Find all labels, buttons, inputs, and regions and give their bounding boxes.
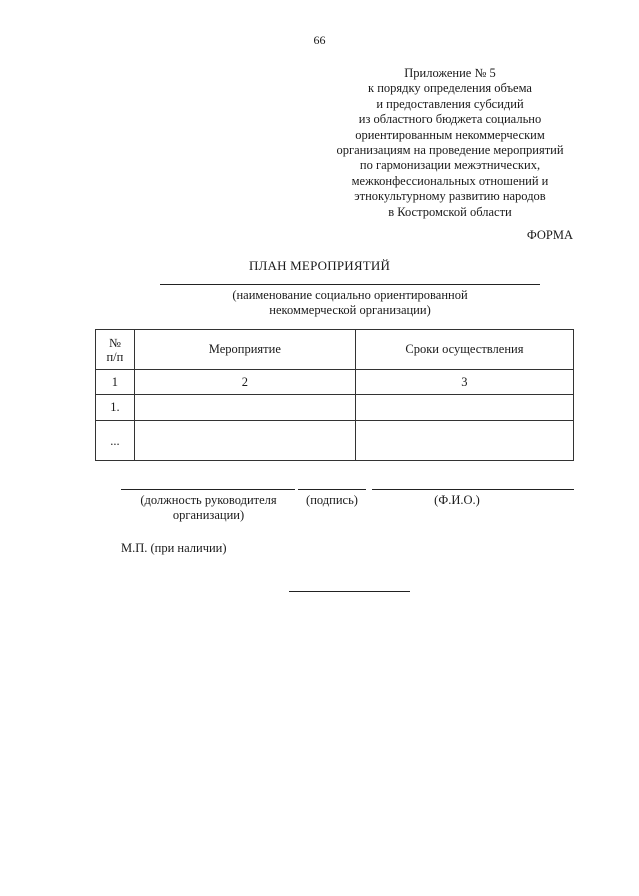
position-caption (121, 493, 296, 523)
row-event-cell (134, 421, 355, 461)
appendix-line: межконфессиональных отношений и (351, 173, 549, 188)
appendix-line: ориентированным некоммерческим (355, 127, 545, 142)
org-caption-line: (наименование социально ориентированной (232, 288, 468, 302)
sign-signature-line (298, 489, 366, 490)
header-number-cell (96, 330, 135, 370)
end-rule (289, 591, 410, 592)
position-caption-line: (должность руководителя (140, 493, 277, 507)
position-caption-line: организации) (172, 508, 245, 522)
header-event-cell: Мероприятие (134, 330, 355, 370)
org-name-line (160, 284, 540, 285)
org-name-caption (160, 288, 540, 318)
sign-caption: (подпись) (306, 493, 358, 507)
name-signature-line (372, 489, 574, 490)
row-period-cell (355, 421, 573, 461)
appendix-line: и предоставления субсидий (376, 96, 524, 111)
appendix-line: по гармонизации межэтнических, (359, 158, 541, 173)
appendix-line: Приложение № 5 (404, 66, 496, 80)
form-label: ФОРМА (526, 228, 573, 242)
column-number-row (96, 370, 574, 395)
name-caption: (Ф.И.О.) (434, 493, 480, 507)
appendix-line: этнокультурному развитию народов (354, 189, 546, 204)
table-row (96, 421, 574, 461)
header-number-abbr: п/п (106, 349, 124, 364)
row-number-cell: 1. (96, 395, 135, 421)
row-period-cell (355, 395, 573, 421)
header-number-symbol: № (108, 335, 121, 350)
seal-note: М.П. (при наличии) (121, 541, 227, 555)
header-period-cell: Сроки осуществления (355, 330, 573, 370)
table-row (96, 395, 574, 421)
row-event-cell (134, 395, 355, 421)
plan-title: ПЛАН МЕРОПРИЯТИЙ (248, 258, 391, 273)
appendix-line: организациям на проведение мероприятий (336, 143, 564, 158)
org-caption-line: некоммерческой организации) (269, 303, 431, 317)
column-number-cell: 3 (355, 370, 573, 395)
events-table (95, 329, 574, 461)
appendix-line: в Костромской области (388, 204, 512, 219)
appendix-line: из областного бюджета социально (358, 112, 542, 127)
page-number: 66 (313, 33, 326, 47)
appendix-header (330, 66, 570, 220)
appendix-line: к порядку определения объема (368, 81, 532, 96)
row-number-cell: ... (96, 421, 135, 461)
column-number-cell: 2 (134, 370, 355, 395)
position-signature-line (121, 489, 295, 490)
column-number-cell: 1 (96, 370, 135, 395)
table-header-row (96, 330, 574, 370)
